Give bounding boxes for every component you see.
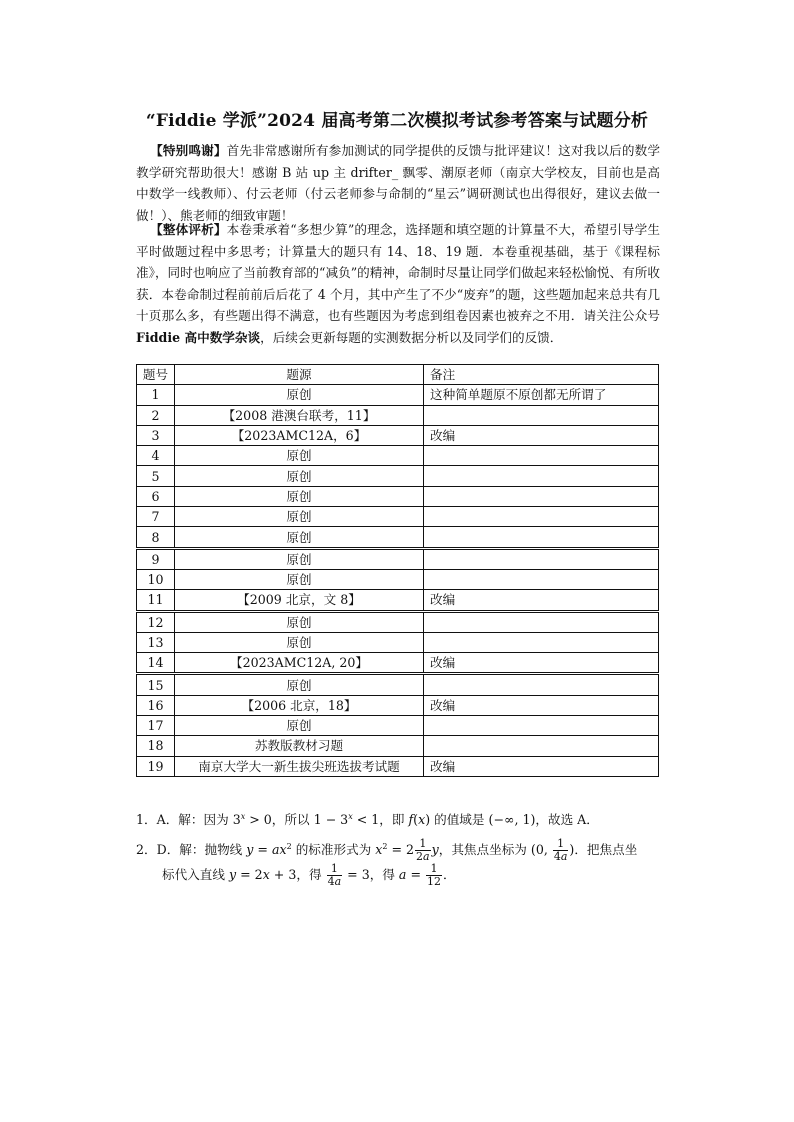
question-source: 原创 <box>175 611 424 632</box>
question-note <box>424 632 659 652</box>
table-row <box>137 548 659 569</box>
thanks-label: 【特别鸣谢】 <box>150 143 227 158</box>
question-number: 15 <box>137 674 175 695</box>
fraction: $\frac{1}{4a}$ <box>327 862 342 889</box>
table-row <box>137 569 659 589</box>
wechat-account: Fiddie 高中数学杂谈 <box>136 329 261 345</box>
question-note <box>424 716 659 736</box>
question-number: 2 <box>137 405 175 425</box>
header-num: 题号 <box>137 365 175 385</box>
fraction: $\frac{1}{2a}$ <box>416 837 430 864</box>
question-number: 5 <box>137 466 175 486</box>
overview-text: 本卷秉承着“多想少算”的理念，选择题和填空题的计算量不大，希望引导学生平时做题过程中多思考；计算量大的题只有 14、18、19 题．本卷重视基础，基于《课程标准》，同时也响应了当前教育部的“减负”的精神，命制时尽量让同学们做起来轻松愉悦、有所收获．本卷命制过程前前后后花了 4 个月，其中产生了不少“废弃”的题，这些题加起来总共有几十页那么多，有些题出得不满意，也有些题因为考虑到组卷因素也被弃之不用．请关注公众号 <box>136 222 661 324</box>
answer-1-text: ，即 <box>379 812 409 828</box>
question-source: 【2009 北京，文 8】 <box>175 590 424 611</box>
table-row <box>137 446 659 466</box>
question-source: 原创 <box>175 507 424 527</box>
question-note <box>424 486 659 506</box>
thanks-text: 首先非常感谢所有参加测试的同学提供的反馈与批评建议！这对我以后的数学教学研究帮助很大！感谢 B 站 up 主 drifter_ 飘零、潮原老师（南京大学校友，目前也是高中数学一线教师）、付云老师（付云老师参与命制的“星云”调研测试也出得很好，建议去做一做！）、熊老师的细致审题！ <box>136 143 660 223</box>
question-source: 【2023AMC12A, 20】 <box>175 653 424 674</box>
answer-2-text: ，得 <box>296 867 326 883</box>
header-source: 题源 <box>175 365 424 385</box>
question-source: 原创 <box>175 466 424 486</box>
fraction: $\frac{1}{12}$ <box>427 862 441 889</box>
question-note: 这种简单题原不原创都无所谓了 <box>424 385 659 405</box>
answer-2-text: 的标准形式为 <box>291 842 376 858</box>
question-number: 9 <box>137 548 175 569</box>
question-source: 原创 <box>175 446 424 466</box>
question-note: 改编 <box>424 695 659 715</box>
question-note <box>424 736 659 756</box>
question-number: 17 <box>137 716 175 736</box>
answer-2-text: ，其焦点坐标为 <box>438 842 531 858</box>
question-source: 【2006 北京，18】 <box>175 695 424 715</box>
question-source: 南京大学大一新生拔尖班选拔考试题 <box>175 756 424 776</box>
table-row <box>137 385 659 405</box>
overview-label: 【整体评析】 <box>150 222 227 237</box>
table-row <box>137 695 659 715</box>
answer-2-text: 标代入直线 <box>162 867 229 883</box>
question-note <box>424 405 659 425</box>
question-number: 6 <box>137 486 175 506</box>
answer-2-text: ．把焦点坐 <box>574 842 638 858</box>
question-source: 原创 <box>175 569 424 589</box>
table-header-row <box>137 365 659 385</box>
table-row <box>137 425 659 445</box>
table-row <box>137 756 659 776</box>
table-row <box>137 466 659 486</box>
table-row <box>137 486 659 506</box>
question-note <box>424 527 659 548</box>
table-row <box>137 632 659 652</box>
table-row <box>137 674 659 695</box>
question-note <box>424 611 659 632</box>
question-source: 原创 <box>175 632 424 652</box>
question-number: 3 <box>137 425 175 445</box>
table-row <box>137 611 659 632</box>
question-number: 4 <box>137 446 175 466</box>
question-number: 7 <box>137 507 175 527</box>
question-number: 11 <box>137 590 175 611</box>
table-row <box>137 736 659 756</box>
question-note <box>424 446 659 466</box>
thanks-paragraph <box>136 140 660 226</box>
fraction: $\frac{1}{4a}$ <box>553 837 568 864</box>
question-number: 16 <box>137 695 175 715</box>
question-source: 原创 <box>175 527 424 548</box>
question-number: 12 <box>137 611 175 632</box>
question-number: 13 <box>137 632 175 652</box>
question-note: 改编 <box>424 425 659 445</box>
header-note: 备注 <box>424 365 659 385</box>
answer-1: 1．A．解：因为 $3^x > 0$，所以 $1 - 3^x < 1$，即 f(x) 的值域是 (−∞, 1)，故选 A． <box>136 812 599 828</box>
answer-2-text: ． <box>443 867 456 883</box>
question-note: 改编 <box>424 590 659 611</box>
page-title: “Fiddie 学派”2024 届高考第二次模拟考试参考答案与试题分析 <box>145 111 649 131</box>
overview-text-end: ，后续会更新每题的实测数据分析以及同学们的反馈． <box>260 329 563 345</box>
table-row <box>137 653 659 674</box>
table-row <box>137 716 659 736</box>
question-source: 原创 <box>175 385 424 405</box>
answer-1-text: ，所以 <box>271 812 314 828</box>
question-source: 苏教版教材习题 <box>175 736 424 756</box>
question-source-table <box>136 364 659 777</box>
question-number: 18 <box>137 736 175 756</box>
table-row <box>137 590 659 611</box>
question-note <box>424 466 659 486</box>
question-source: 原创 <box>175 674 424 695</box>
table-row <box>137 507 659 527</box>
question-number: 19 <box>137 756 175 776</box>
question-source: 原创 <box>175 548 424 569</box>
question-note: 改编 <box>424 756 659 776</box>
answer-2-head: 2．D．解：抛物线 <box>136 842 247 858</box>
question-source: 【2023AMC12A，6】 <box>175 425 424 445</box>
question-note <box>424 548 659 569</box>
question-note <box>424 674 659 695</box>
answer-1-text: 的值域是 <box>430 812 489 828</box>
table-row <box>137 527 659 548</box>
question-number: 8 <box>137 527 175 548</box>
answer-1-text: ，故选 A． <box>535 812 599 828</box>
overview-paragraph <box>136 219 660 349</box>
answer-2-text: ，得 <box>369 867 399 883</box>
question-note <box>424 507 659 527</box>
answer-1-head: 1．A．解：因为 <box>136 812 233 828</box>
question-note: 改编 <box>424 653 659 674</box>
question-source: 原创 <box>175 486 424 506</box>
question-number: 14 <box>137 653 175 674</box>
question-note <box>424 569 659 589</box>
question-source: 原创 <box>175 716 424 736</box>
question-number: 1 <box>137 385 175 405</box>
question-source: 【2008 港澳台联考，11】 <box>175 405 424 425</box>
answer-2: 2．D．解：抛物线 $y = ax^2$ 的标准形式为 $x^2 = 2$ $\frac{1}{2a}$ y，其焦点坐标为 (0, $\frac{1}{4a}$ )．把焦点坐 标代入直线 y = 2x + 3，得 $\frac{1}{4a}$ = 3，得 a = $\frac{1}{12}$ ． <box>136 837 638 889</box>
question-number: 10 <box>137 569 175 589</box>
table-row <box>137 405 659 425</box>
